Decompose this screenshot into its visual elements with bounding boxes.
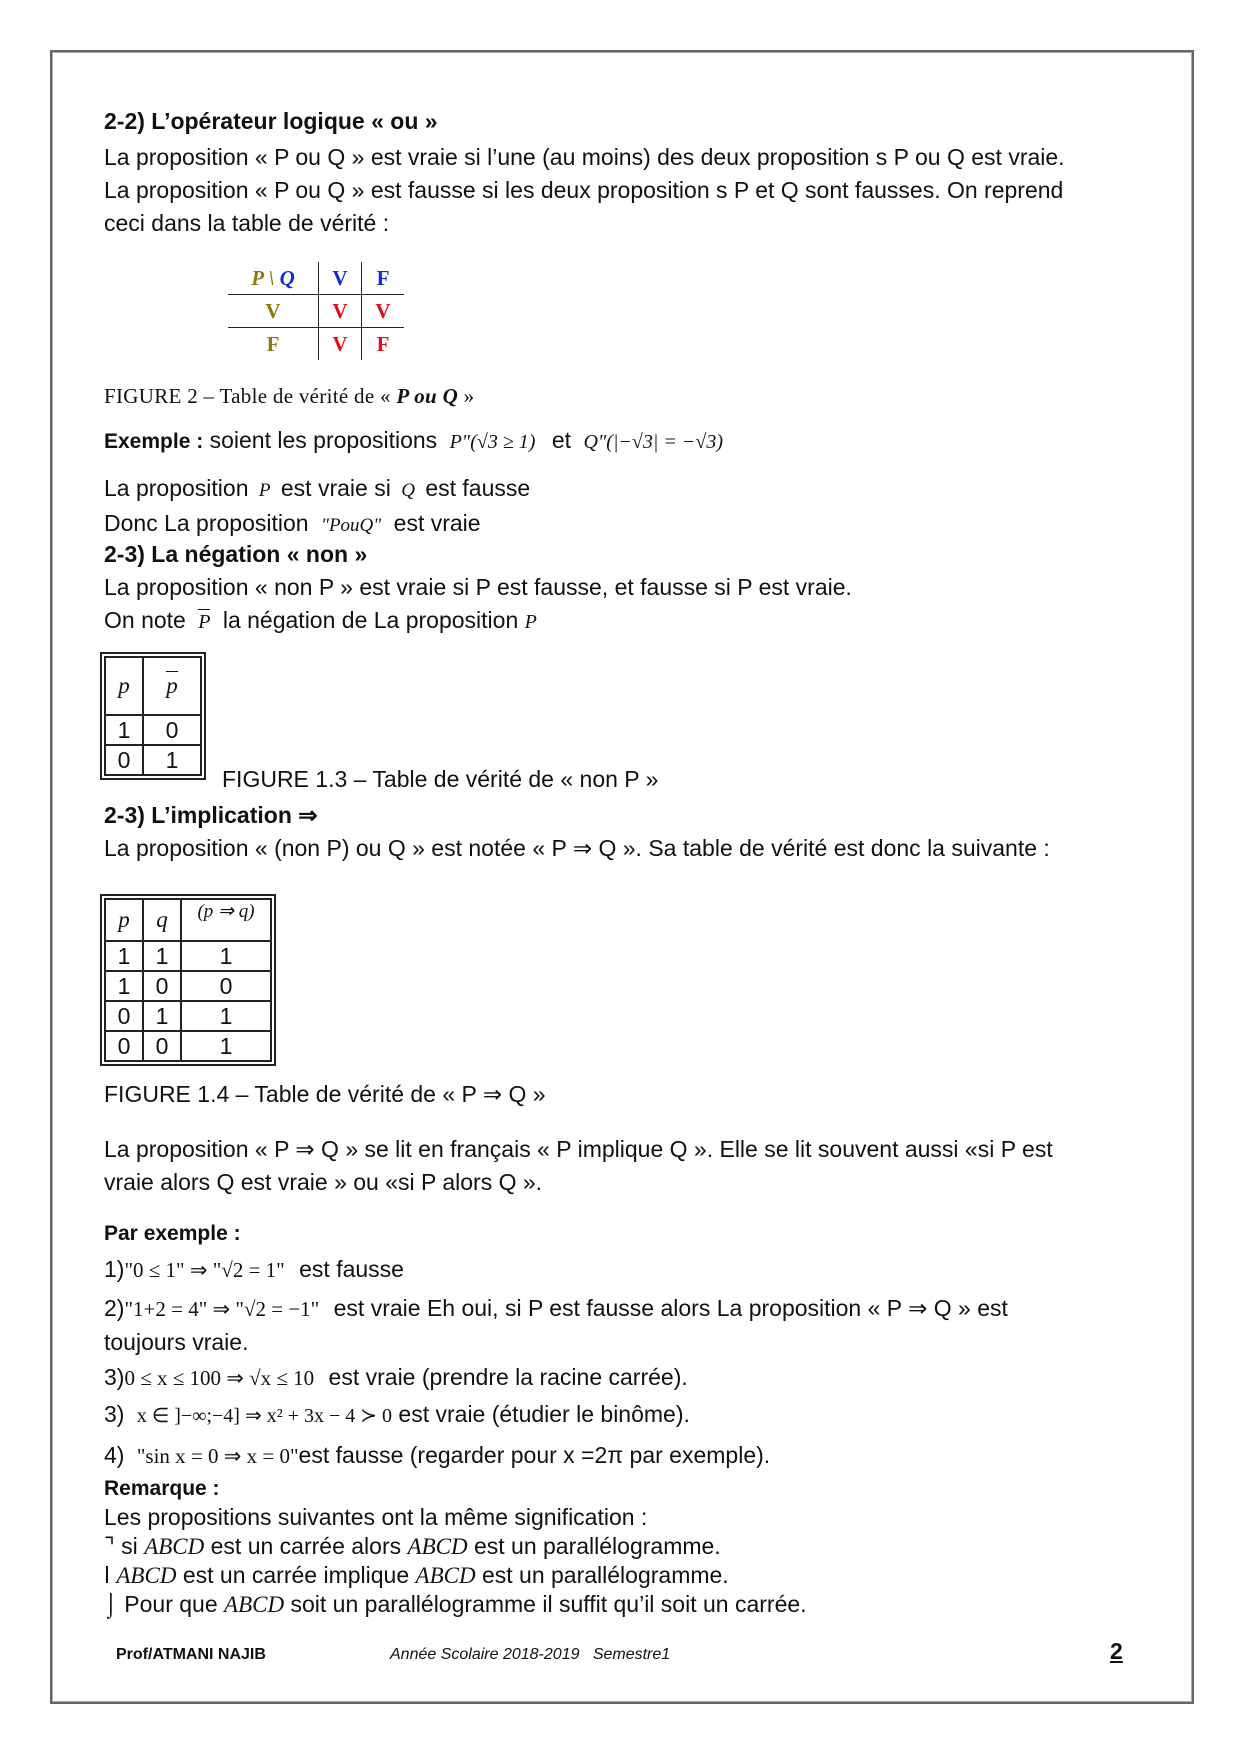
example-text: soient les propositions <box>209 427 438 453</box>
section-implication <box>104 799 1050 865</box>
text: la négation de La proposition <box>222 607 519 633</box>
text: est vraie Eh oui, si P est fausse alors La proposition « P ⇒ Q » est <box>333 1295 1008 1321</box>
table-header-cell: p <box>105 657 143 715</box>
table-cell: 1 <box>181 1031 271 1061</box>
example-line <box>104 427 723 454</box>
text: est un parallélogramme. <box>473 1533 721 1559</box>
list-item <box>104 1590 807 1619</box>
table-corner: P \ Q <box>228 262 319 295</box>
example-1 <box>104 1256 404 1283</box>
example-label: Exemple : <box>104 430 204 453</box>
table-header-cell: q <box>143 899 181 941</box>
table-cell: 0 <box>143 971 181 1001</box>
table-header-cell: p <box>105 899 143 941</box>
remark-label: Remarque : <box>104 1477 220 1500</box>
truth-table-implication <box>104 898 272 1062</box>
table-cell: F <box>376 331 390 356</box>
math: "1+2 = 4" ⇒ "√2 = −1" <box>124 1297 320 1321</box>
text-line: La proposition « non P » est vraie si P est fausse, et fausse si P est vraie. <box>104 574 852 600</box>
truth-table-non <box>104 656 202 776</box>
example-P: P"(√3 ≥ 1) <box>449 431 536 453</box>
num: 4) <box>104 1442 125 1468</box>
example-2 <box>104 1292 1008 1359</box>
text: soit un parallélogramme il suffit qu’il soit un carrée. <box>290 1591 807 1617</box>
text: est fausse <box>299 1256 404 1282</box>
section-title-non: 2-3) La négation « non » <box>104 541 368 567</box>
table-cell: 0 <box>143 715 201 745</box>
list-item <box>104 1532 807 1561</box>
figure-caption-2 <box>104 384 474 409</box>
text-line: La proposition « P ou Q » est fausse si les deux proposition s P et Q sont fausses. On reprend <box>104 177 1064 203</box>
math: ABCD <box>224 1592 285 1617</box>
text: est un parallélogramme. <box>481 1562 729 1588</box>
text-line: vraie alors Q est vraie » ou «si P alors Q ». <box>104 1169 543 1195</box>
text-line <box>104 1292 1008 1326</box>
table-cell: 1 <box>105 971 143 1001</box>
list-item <box>104 1561 807 1590</box>
remark-block <box>104 1474 807 1619</box>
text: On note <box>104 607 186 633</box>
text-line <box>104 507 530 542</box>
table-header-cell <box>143 657 201 715</box>
math: "0 ≤ 1" ⇒ "√2 = 1" <box>124 1258 285 1282</box>
table-cell: 1 <box>181 941 271 971</box>
text: est vraie si <box>280 475 391 501</box>
text: est vraie (étudier le binôme). <box>398 1401 690 1427</box>
backslash: \ <box>268 265 275 290</box>
text: est un carrée implique <box>182 1562 410 1588</box>
text: est fausse <box>425 475 531 501</box>
caption-end: » <box>463 384 475 408</box>
section-title-implication: 2-3) L’implication ⇒ <box>104 802 318 828</box>
footer-author: Prof/ATMANI NAJIB <box>116 1646 266 1663</box>
text: est un carrée alors <box>210 1533 402 1559</box>
footer-year: Année Scolaire 2018-2019 Semestre1 <box>390 1646 671 1663</box>
example-4 <box>104 1401 690 1428</box>
text: si <box>121 1533 138 1559</box>
figure-caption-1-3: FIGURE 1.3 – Table de vérité de « non P » <box>222 766 659 792</box>
math: ABCD <box>415 1563 476 1588</box>
p-bar: p <box>166 673 178 698</box>
text: est vraie (prendre la racine carrée). <box>328 1364 688 1390</box>
math: P <box>524 611 537 633</box>
figure-caption-1-4: FIGURE 1.4 – Table de vérité de « P ⇒ Q » <box>104 1081 546 1107</box>
table-header-cell: (p ⇒ q) <box>181 899 271 941</box>
math: 0 ≤ x ≤ 100 ⇒ √x ≤ 10 <box>124 1366 315 1390</box>
table-cell: 1 <box>143 1001 181 1031</box>
text-line: toujours vraie. <box>104 1329 249 1355</box>
table-cell: 1 <box>105 941 143 971</box>
section-negation <box>104 538 852 639</box>
math: ABCD <box>407 1534 468 1559</box>
math: "PouQ" <box>320 515 382 536</box>
math: ABCD <box>144 1534 205 1559</box>
text: La proposition <box>104 475 249 501</box>
table-header-cell: F <box>362 262 405 295</box>
text: Donc La proposition <box>104 510 309 536</box>
text: Pour que <box>124 1591 218 1617</box>
num: 2) <box>104 1295 125 1321</box>
bullet-icon: ⌡ <box>104 1591 118 1617</box>
math: ABCD <box>116 1563 177 1588</box>
table-row-header: F <box>228 328 319 361</box>
table-cell: 0 <box>105 745 143 775</box>
example-5 <box>104 1442 770 1469</box>
table-cell: V <box>319 328 362 361</box>
bullet-icon: ǀ <box>104 1562 110 1588</box>
text-line <box>104 472 530 507</box>
example-and: et <box>551 427 572 453</box>
caption-text: FIGURE 2 – Table de vérité de « <box>104 384 391 408</box>
table-cell: 0 <box>181 971 271 1001</box>
table-cell: 0 <box>105 1001 143 1031</box>
table-cell: 1 <box>143 941 181 971</box>
math: Q <box>401 480 415 501</box>
paragraph <box>104 1133 1053 1199</box>
table-header-cell: V <box>319 262 362 295</box>
math: x ∈ ]−∞;−4] ⇒ x² + 3x − 4 ≻ 0 <box>136 1405 393 1427</box>
text: est vraie <box>393 510 481 536</box>
truth-table-ou <box>228 262 404 360</box>
table-cell: V <box>362 295 405 328</box>
table-cell: 1 <box>105 715 143 745</box>
text: est fausse (regarder pour x =2π par exemple). <box>298 1442 771 1468</box>
math: "sin x = 0 ⇒ x = 0" <box>136 1444 299 1468</box>
table-cell: 1 <box>143 745 201 775</box>
text-line: La proposition « P ⇒ Q » se lit en français « P implique Q ». Elle se lit souvent aussi «si P est <box>104 1136 1053 1162</box>
bullet-icon: ⌝ <box>104 1533 115 1559</box>
example-3 <box>104 1364 688 1391</box>
math: P <box>258 480 271 501</box>
table-cell: 0 <box>105 1031 143 1061</box>
text-line: La proposition « (non P) ou Q » est notée « P ⇒ Q ». Sa table de vérité est donc la suivante : <box>104 835 1050 861</box>
section-title-ou: 2-2) L’opérateur logique « ou » <box>104 108 438 134</box>
examples-label: Par exemple : <box>104 1222 241 1245</box>
table-cell: 0 <box>143 1031 181 1061</box>
table-cell: 1 <box>181 1001 271 1031</box>
paragraph <box>104 472 530 542</box>
table-row-header: V <box>228 295 319 328</box>
text-line: ceci dans la table de vérité : <box>104 210 390 236</box>
table-cell: V <box>319 295 362 328</box>
text-line <box>104 604 852 639</box>
num: 1) <box>104 1256 125 1282</box>
num: 3) <box>104 1401 125 1427</box>
example-Q: Q"(|−√3| = −√3) <box>583 431 724 453</box>
text-line: Les propositions suivantes ont la même signification : <box>104 1504 648 1530</box>
paragraph <box>104 141 1065 240</box>
math-overline: P <box>198 611 211 633</box>
page-number: 2 <box>1110 1638 1123 1664</box>
text-line: La proposition « P ou Q » est vraie si l’une (au moins) des deux proposition s P ou Q est vraie. <box>104 144 1065 170</box>
caption-math: P ou Q <box>396 384 459 408</box>
num: 3) <box>104 1364 125 1390</box>
